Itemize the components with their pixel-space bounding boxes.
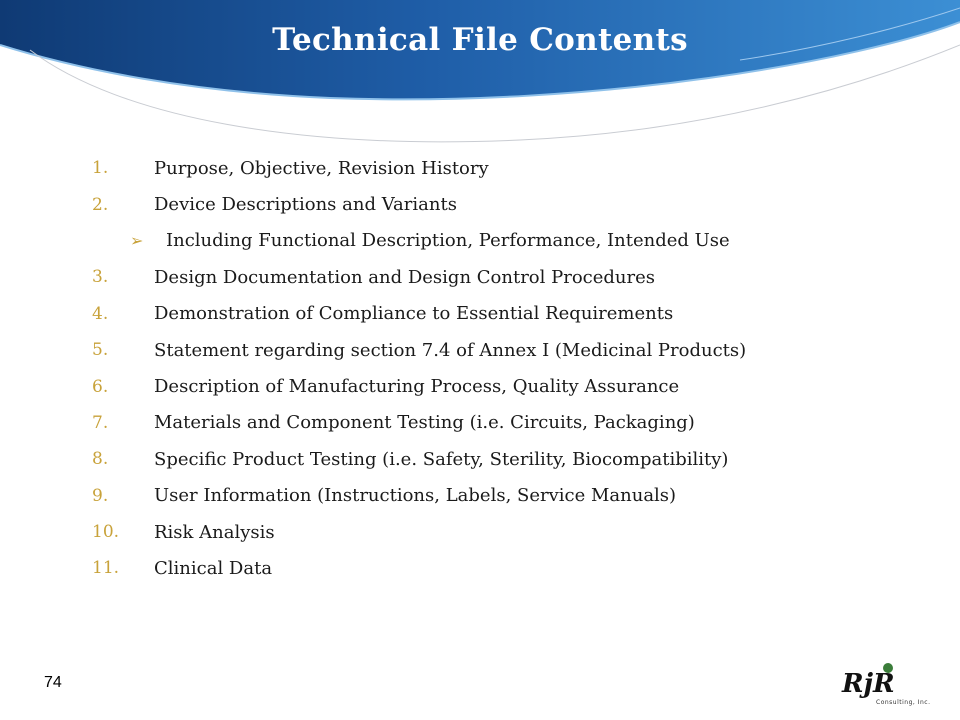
- contents-list: [92, 150, 932, 587]
- item-text: Specific Product Testing (i.e. Safety, Sterility, Biocompatibility): [154, 448, 729, 470]
- rjr-logo: [838, 660, 948, 708]
- list-item: [92, 478, 932, 514]
- item-number: 7.: [92, 412, 109, 433]
- item-number: 5.: [92, 340, 109, 361]
- slide-title: Technical File Contents: [272, 22, 688, 58]
- list-item: [92, 405, 932, 441]
- item-number: 9.: [92, 485, 109, 506]
- item-number: 8.: [92, 449, 109, 470]
- item-number: 6.: [92, 376, 109, 397]
- logo-mark: RjR: [842, 669, 895, 699]
- list-item: [92, 514, 932, 550]
- item-text: Materials and Component Testing (i.e. Circuits, Packaging): [154, 412, 695, 434]
- list-item: [92, 550, 932, 586]
- item-number: 10.: [92, 522, 120, 543]
- item-text: Including Functional Description, Performance, Intended Use: [166, 230, 730, 252]
- page-number: 74: [44, 674, 62, 691]
- list-item: [92, 368, 932, 404]
- item-text: Description of Manufacturing Process, Quality Assurance: [154, 376, 680, 398]
- list-item: [92, 441, 932, 477]
- item-text: Risk Analysis: [154, 521, 275, 543]
- item-text: Clinical Data: [154, 557, 273, 579]
- list-item: [92, 150, 932, 186]
- item-number: 1.: [92, 158, 109, 179]
- sub-list-item: [92, 223, 932, 259]
- list-item: [92, 186, 932, 222]
- item-text: Statement regarding section 7.4 of Annex I (Medicinal Products): [154, 339, 747, 361]
- list-item: [92, 259, 932, 295]
- item-number: 2.: [92, 194, 109, 215]
- item-number: 11.: [92, 558, 120, 579]
- logo-tagline: Consulting, Inc.: [876, 699, 931, 706]
- list-item: [92, 332, 932, 368]
- item-number: 4.: [92, 303, 109, 324]
- arrow-bullet-icon: ➢: [130, 231, 144, 251]
- item-text: Demonstration of Compliance to Essential Requirements: [154, 303, 674, 325]
- item-text: User Information (Instructions, Labels, Service Manuals): [154, 485, 677, 507]
- item-text: Design Documentation and Design Control Procedures: [154, 266, 656, 288]
- item-text: Purpose, Objective, Revision History: [154, 157, 489, 179]
- list-item: [92, 296, 932, 332]
- item-text: Device Descriptions and Variants: [154, 194, 457, 216]
- item-number: 3.: [92, 267, 109, 288]
